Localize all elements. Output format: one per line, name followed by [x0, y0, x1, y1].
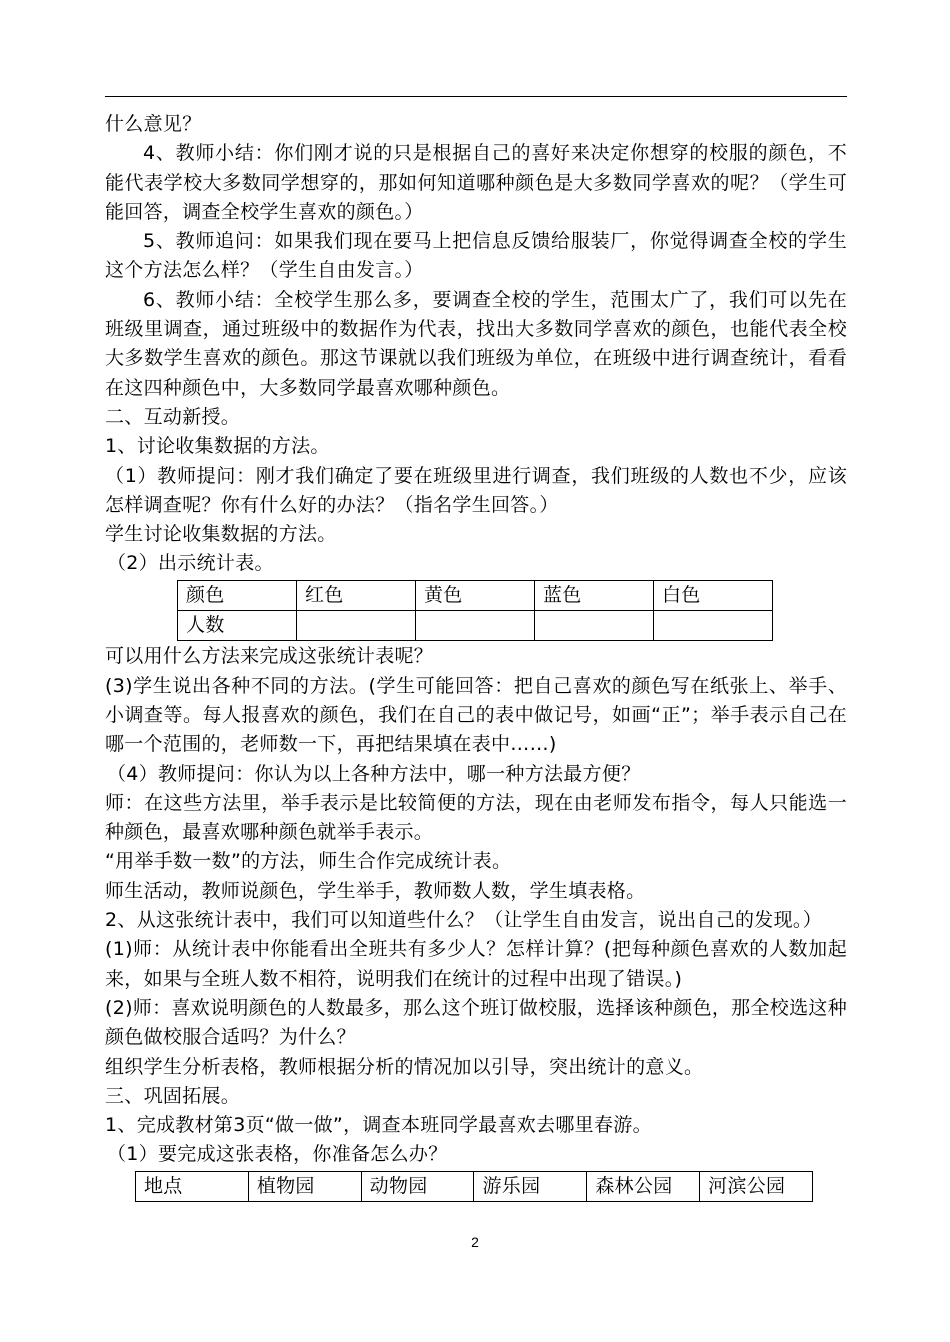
sub-heading: 1、讨论收集数据的方法。	[105, 435, 330, 458]
paragraph: 2、从这张统计表中，我们可以知道些什么？（让学生自由发言，说出自己的发现。）	[105, 909, 822, 932]
paragraph: 可以用什么方法来完成这张统计表呢？	[105, 645, 434, 668]
paragraph: （4）教师提问：你认为以上各种方法中，哪一种方法最方便？	[107, 762, 641, 785]
paragraph: 师：在这些方法里，举手表示是比较简便的方法，现在由老师发布指令，每人只能选一种颜色，最喜欢哪种颜色就举手表示。	[105, 791, 847, 844]
paragraph: （1）教师提问：刚才我们确定了要在班级里进行调查，我们班级的人数也不少，应该怎样调查呢？你有什么好的办法？（指名学生回答。）	[105, 464, 847, 516]
paragraph: 1、完成教材第3页“做一做”，调查本班同学最喜欢去哪里春游。	[105, 1114, 652, 1137]
paragraph: (1)师：从统计表中你能看出全班共有多少人？怎样计算？(把每种颜色喜欢的人数加起来，如果与全班人数不相符，说明我们在统计的过程中出现了错误。)	[105, 938, 847, 990]
paragraph: 6、教师小结：全校学生那么多，要调查全校的学生，范围太广了，我们可以先在班级里调查，通过班级中的数据作为代表，找出大多数同学喜欢的颜色，也能代表全校大多数学生喜欢的颜色。那这节课就以我们班级为单位，在班级中进行调查统计，看看在这四种颜色中，大多数同学最喜欢哪种颜色。	[105, 288, 847, 399]
table-cell: 游乐园	[474, 1171, 587, 1201]
table-cell: 人数	[178, 611, 297, 641]
paragraph: (2)师：喜欢说明颜色的人数最多，那么这个班订做校服，选择该种颜色，那全校选这种颜色做校服合适吗？为什么？	[105, 996, 847, 1049]
paragraph: 5、教师追问：如果我们现在要马上把信息反馈给服装厂，你觉得调查全校的学生这个方法怎么样？（学生自由发言。）	[105, 230, 847, 282]
document-body	[105, 110, 847, 1203]
header-rule	[105, 96, 847, 97]
table-row	[178, 580, 773, 610]
paragraph: 4、教师小结：你们刚才说的只是根据自己的喜好来决定你想穿的校服的颜色，不能代表学校大多数同学想穿的，那如何知道哪种颜色是大多数同学喜欢的呢？（学生可能回答，调查全校学生喜欢的颜色。）	[105, 142, 847, 223]
table-cell: 红色	[297, 580, 416, 610]
table-cell: 动物园	[361, 1171, 474, 1201]
page-number: 2	[471, 1234, 479, 1250]
spring-outing-table	[135, 1171, 813, 1202]
table-cell: 森林公园	[587, 1171, 700, 1201]
paragraph: 什么意见？	[105, 113, 202, 135]
paragraph: （2）出示统计表。	[107, 552, 274, 575]
table-cell: 地点	[136, 1171, 249, 1201]
table-cell: 蓝色	[535, 580, 654, 610]
paragraph: （1）要完成这张表格，你准备怎么办？	[107, 1143, 448, 1166]
table-cell: 黄色	[416, 580, 535, 610]
table-cell: 植物园	[248, 1171, 361, 1201]
table-cell	[535, 611, 654, 641]
table-cell: 白色	[654, 580, 773, 610]
table-cell: 颜色	[178, 580, 297, 610]
paragraph: (3)学生说出各种不同的方法。(学生可能回答：把自己喜欢的颜色写在纸张上、举手、小调查等。每人报喜欢的颜色，我们在自己的表中做记号，如画“正”；举手表示自己在哪一个范围的，老师数一下，再把结果填在表中……)	[105, 674, 847, 756]
table-cell: 河滨公园	[700, 1171, 813, 1201]
section-heading: 二、互动新授。	[105, 405, 241, 428]
paragraph: “用举手数一数”的方法，师生合作完成统计表。	[105, 850, 512, 873]
paragraph: 师生活动，教师说颜色，学生举手，教师数人数，学生填表格。	[105, 879, 646, 902]
color-statistics-table	[177, 580, 773, 642]
section-heading: 三、巩固拓展。	[105, 1084, 241, 1107]
table-cell	[297, 611, 416, 641]
table-cell	[654, 611, 773, 641]
table-row	[178, 611, 773, 641]
table-cell	[416, 611, 535, 641]
paragraph: 学生讨论收集数据的方法。	[105, 523, 337, 546]
table-row	[136, 1171, 813, 1201]
paragraph: 组织学生分析表格，教师根据分析的情况加以引导，突出统计的意义。	[105, 1055, 704, 1078]
